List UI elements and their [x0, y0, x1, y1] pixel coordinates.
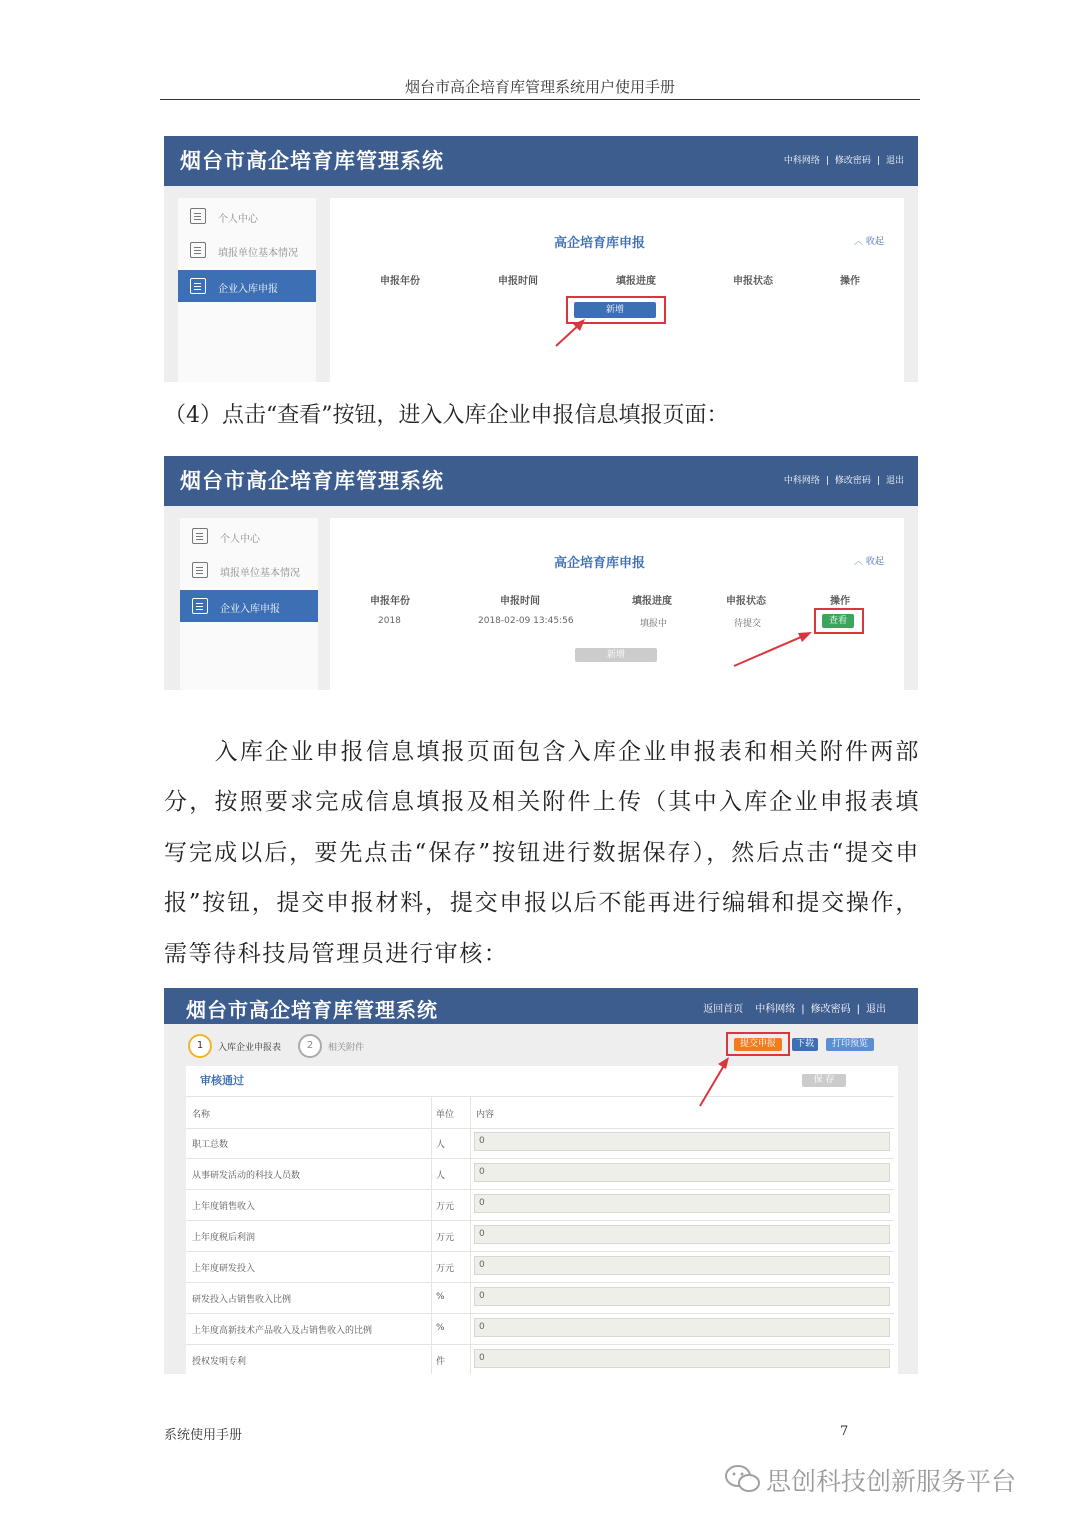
row-name: 上年度税后利润 [192, 1233, 256, 1243]
row-value-input[interactable]: 0 [474, 1194, 890, 1213]
footer-manual-label: 系统使用手册 [164, 1428, 243, 1443]
app-title: 烟台市高企培育库管理系统 [186, 998, 438, 1022]
pointer-arrow [164, 456, 918, 690]
row-unit: 万元 [436, 1233, 455, 1243]
pointer-arrow [164, 988, 918, 1374]
column-header-progress: 填报进度 [616, 276, 656, 287]
column-header-action: 操作 [840, 276, 860, 287]
page-number: 7 [840, 1424, 849, 1439]
column-header-status: 申报状态 [726, 596, 766, 607]
column-header-progress: 填报进度 [632, 596, 672, 607]
link-change-password[interactable]: 修改密码 [834, 156, 871, 166]
link-logout[interactable]: 退出 [885, 476, 904, 486]
cell-status: 待提交 [734, 619, 762, 629]
sidebar-item-label: 填报单位基本情况 [220, 568, 300, 579]
save-button[interactable]: 保 存 [802, 1074, 846, 1087]
collapse-toggle[interactable]: ︿ 收起 [854, 557, 884, 567]
audit-status: 审核通过 [200, 1074, 244, 1087]
row-unit: 万元 [436, 1264, 455, 1274]
row-value-input[interactable]: 0 [474, 1225, 890, 1244]
column-header-year: 申报年份 [380, 276, 420, 287]
top-links: 中科网络 | 修改密码 | 退出 [784, 473, 904, 486]
row-unit: % [436, 1292, 445, 1302]
row-name: 研发投入占销售收入比例 [192, 1295, 292, 1305]
step-2-indicator[interactable]: 2 [298, 1034, 322, 1058]
chevron-up-icon: ︿ [854, 237, 864, 247]
column-header-time: 申报时间 [498, 276, 538, 287]
chevron-up-icon: ︿ [854, 557, 864, 567]
submit-declaration-button[interactable]: 提交申报 [734, 1038, 782, 1051]
link-logout[interactable]: 退出 [866, 1004, 886, 1015]
row-value-input[interactable]: 0 [474, 1163, 890, 1182]
top-links: 中科网络 | 修改密码 | 退出 [784, 153, 904, 166]
row-value-input[interactable]: 0 [474, 1256, 890, 1275]
header-rule [160, 99, 920, 100]
header-content: 内容 [476, 1110, 495, 1120]
row-name: 职工总数 [192, 1140, 229, 1150]
row-value-input[interactable]: 0 [474, 1132, 890, 1151]
step-4-instruction: （4）点击“查看”按钮，进入入库企业申报信息填报页面： [164, 403, 729, 428]
sidebar-item-label: 个人中心 [220, 534, 260, 545]
screenshot-1 [164, 136, 918, 382]
panel-title: 高企培育库申报 [554, 236, 646, 251]
row-unit: % [436, 1323, 445, 1333]
pointer-arrow [164, 136, 918, 382]
step-2-label[interactable]: 相关附件 [328, 1043, 365, 1053]
panel-title: 高企培育库申报 [554, 556, 646, 571]
link-change-password[interactable]: 修改密码 [834, 476, 871, 486]
top-links: 返回首页 中科网络 | 修改密码 | 退出 [703, 1000, 886, 1015]
app-title: 烟台市高企培育库管理系统 [180, 149, 444, 173]
row-name: 上年度高新技术产品收入及占销售收入的比例 [192, 1326, 373, 1336]
body-paragraph: 入库企业申报信息填报页面包含入库企业申报表和相关附件两部分，按照要求完成信息填报及相关附件上传（其中入库企业申报表填写完成以后，要先点击“保存”按钮进行数据保存），然后点击“提交申报”按钮，提交申报材料，提交申报以后不能再进行编辑和提交操作，需等待科技局管理员进行审核： [164, 739, 920, 967]
column-header-year: 申报年份 [370, 596, 410, 607]
row-name: 上年度销售收入 [192, 1202, 256, 1212]
column-header-time: 申报时间 [500, 596, 540, 607]
row-value-input[interactable]: 0 [474, 1318, 890, 1337]
row-value-input[interactable]: 0 [474, 1349, 890, 1368]
cell-year: 2018 [378, 616, 401, 626]
view-button[interactable]: 查看 [822, 614, 854, 628]
header-unit: 单位 [436, 1110, 455, 1120]
add-button[interactable]: 新增 [575, 648, 657, 662]
row-unit: 人 [436, 1171, 446, 1181]
link-network[interactable]: 中科网络 [783, 156, 820, 166]
column-header-action: 操作 [830, 596, 850, 607]
header-name: 名称 [192, 1110, 211, 1120]
row-unit: 件 [436, 1357, 446, 1367]
document-header-title: 烟台市高企培育库管理系统用户使用手册 [404, 78, 675, 96]
link-network[interactable]: 中科网络 [783, 476, 820, 486]
link-network[interactable]: 中科网络 [755, 1004, 796, 1015]
row-name: 授权发明专利 [192, 1357, 247, 1367]
row-name: 从事研发活动的科技人员数 [192, 1171, 301, 1181]
row-unit: 人 [436, 1140, 446, 1150]
step-1-label[interactable]: 入库企业申报表 [218, 1043, 282, 1053]
row-value-input[interactable]: 0 [474, 1287, 890, 1306]
watermark-text: 思创科技创新服务平台 [766, 1467, 1017, 1496]
column-header-status: 申报状态 [733, 276, 773, 287]
screenshot-2 [164, 456, 918, 690]
wechat-icon [724, 1464, 762, 1494]
link-change-password[interactable]: 修改密码 [810, 1004, 851, 1015]
watermark [724, 1462, 1016, 1498]
row-unit: 万元 [436, 1202, 455, 1212]
link-home[interactable]: 返回首页 [703, 1004, 744, 1015]
print-preview-button[interactable]: 打印预览 [826, 1038, 874, 1051]
link-logout[interactable]: 退出 [885, 156, 904, 166]
sidebar-item-label: 填报单位基本情况 [218, 248, 298, 259]
add-button[interactable]: 新增 [574, 302, 656, 318]
step-1-indicator[interactable]: 1 [188, 1034, 212, 1058]
sidebar-item-label: 企业入库申报 [218, 284, 278, 295]
screenshot-3 [164, 988, 918, 1374]
collapse-toggle[interactable]: ︿ 收起 [854, 237, 884, 247]
sidebar-item-label: 企业入库申报 [220, 604, 280, 615]
app-title: 烟台市高企培育库管理系统 [180, 469, 444, 493]
cell-time: 2018-02-09 13:45:56 [478, 616, 574, 626]
cell-progress: 填报中 [640, 619, 668, 629]
row-name: 上年度研发投入 [192, 1264, 256, 1274]
sidebar-item-label: 个人中心 [218, 214, 258, 225]
download-button[interactable]: 下载 [792, 1038, 818, 1051]
